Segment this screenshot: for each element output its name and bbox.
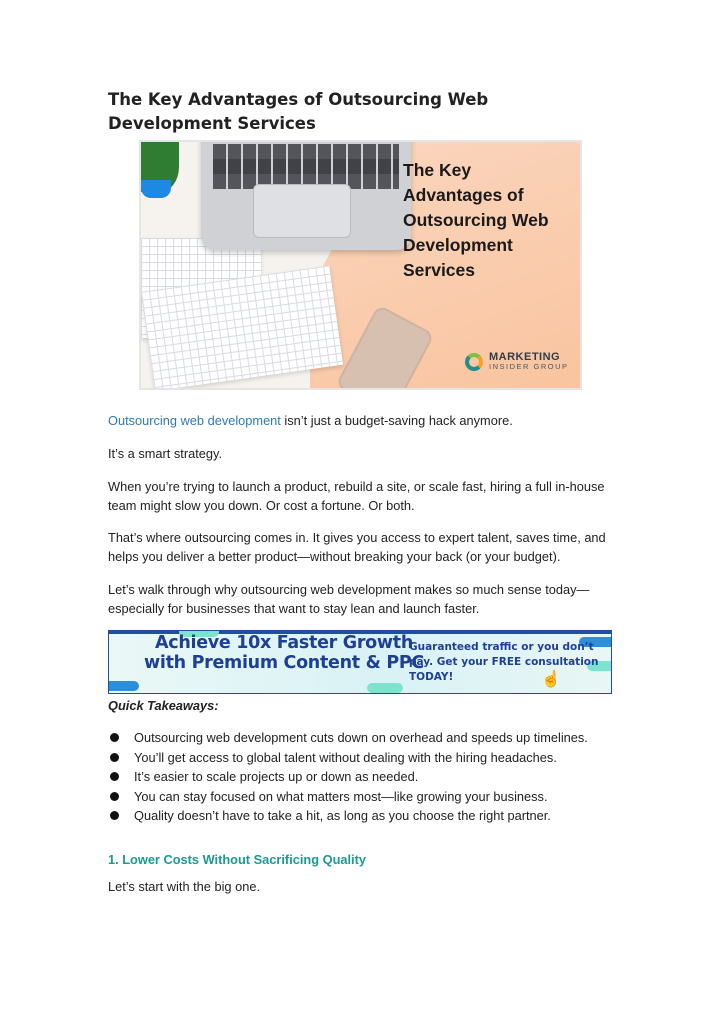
trackpad xyxy=(253,184,351,238)
bullet-icon xyxy=(110,792,119,801)
logo-line1: MARKETING xyxy=(489,351,561,363)
bullet-icon xyxy=(110,733,119,742)
list-item xyxy=(108,728,628,748)
list-item-text: Quality doesn’t have to take a hit, as long as you choose the right partner. xyxy=(134,808,551,824)
logo-ring-icon xyxy=(465,353,483,371)
hero-heading: The Key Advantages of Outsourcing Web Development Services xyxy=(403,160,549,280)
logo-line2: INSIDER GROUP xyxy=(489,362,569,371)
section-heading: 1. Lower Costs Without Sacrificing Quality xyxy=(108,852,366,867)
section-paragraph-1: Let’s start with the big one. xyxy=(108,879,260,894)
list-item xyxy=(108,806,628,826)
list-item xyxy=(108,748,628,768)
list-item-text: It’s easier to scale projects up or down as needed. xyxy=(134,769,419,785)
brand-logo xyxy=(465,352,569,372)
takeaways-list xyxy=(108,728,628,826)
banner-pill-decor xyxy=(108,681,139,691)
list-item-text: You’ll get access to global talent without dealing with the hiring headaches. xyxy=(134,749,557,765)
bullet-icon xyxy=(110,772,119,781)
pointing-hand-icon: ☝ xyxy=(541,671,561,688)
outsourcing-link[interactable]: Outsourcing web development xyxy=(108,413,281,428)
intro-paragraph-3: When you’re trying to launch a product, rebuild a site, or scale fast, hiring a full in-house team might slow you down. Or cost a fortune. Or both. xyxy=(108,479,605,513)
intro-paragraph-1-text: isn’t just a budget-saving hack anymore. xyxy=(280,413,513,428)
list-item xyxy=(108,767,628,787)
takeaways-heading: Quick Takeaways: xyxy=(108,698,219,713)
banner-headline: Achieve 10x Faster Growth with Premium Content & PPC xyxy=(144,633,424,673)
list-item-text: Outsourcing web development cuts down on overhead and speeds up timelines. xyxy=(134,730,588,745)
list-item xyxy=(108,787,628,807)
laptop-icon xyxy=(201,140,411,250)
bullet-icon xyxy=(110,753,119,762)
hero-image xyxy=(139,140,582,390)
plant-pot-icon xyxy=(141,180,171,198)
intro-paragraph-2: It’s a smart strategy. xyxy=(108,446,223,461)
bullet-icon xyxy=(110,811,119,820)
list-item-text: You can stay focused on what matters most—like growing your business. xyxy=(134,788,548,804)
banner-subtext: Guaranteed traffic or you don’t pay. Get your FREE consultation TODAY! xyxy=(409,641,599,683)
banner-pill-decor xyxy=(367,683,403,693)
article-title: The Key Advantages of Outsourcing Web Development Services xyxy=(108,90,489,133)
ad-banner[interactable] xyxy=(108,630,612,694)
intro-paragraph-5: Let’s walk through why outsourcing web development makes so much sense today—especially for businesses that want to stay lean and launch faster. xyxy=(108,582,590,616)
intro-paragraph-4: That’s where outsourcing comes in. It gives you access to expert talent, saves time, and helps you deliver a better product—without breaking your back (or your budget). xyxy=(108,530,606,564)
intro-paragraph-1 xyxy=(108,411,618,430)
